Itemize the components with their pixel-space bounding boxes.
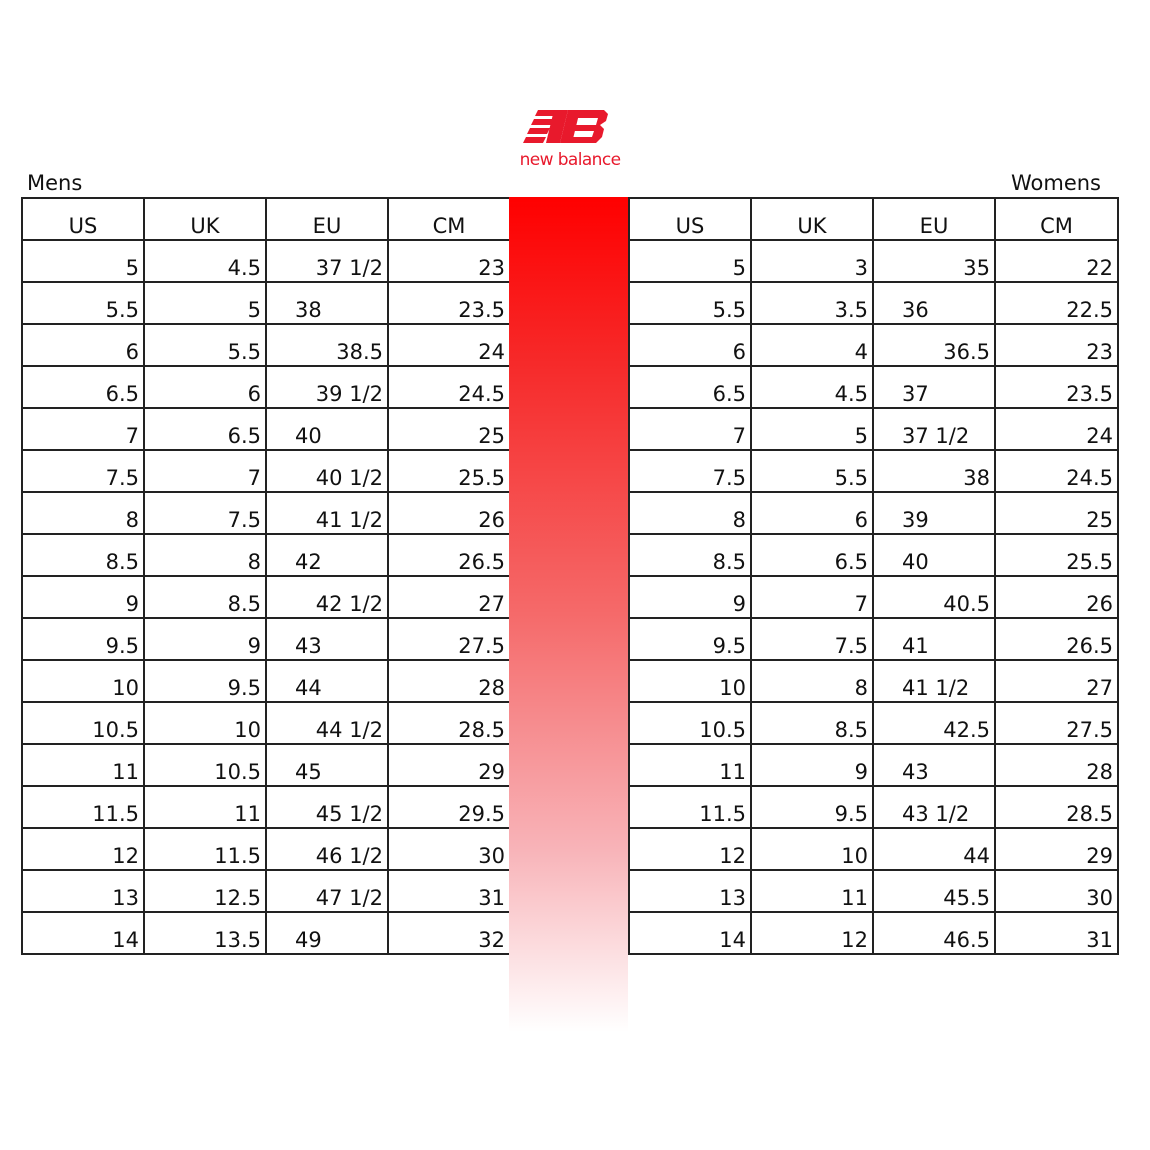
table-row — [629, 786, 1118, 828]
table-cell: 8.5 — [144, 576, 266, 618]
table-cell: 5 — [751, 408, 873, 450]
table-cell: 27 — [388, 576, 510, 618]
table-cell: 4 — [751, 324, 873, 366]
table-cell: 9.5 — [22, 618, 144, 660]
table-cell: 28 — [995, 744, 1118, 786]
gradient-divider — [509, 197, 628, 1032]
mens-size-table — [21, 197, 511, 955]
table-row — [22, 576, 510, 618]
table-cell: 24 — [995, 408, 1118, 450]
table-cell: 12 — [751, 912, 873, 954]
table-cell: 44 — [266, 660, 388, 702]
table-row — [22, 744, 510, 786]
table-cell: 38 — [266, 282, 388, 324]
table-cell: 6 — [22, 324, 144, 366]
table-cell: 23.5 — [995, 366, 1118, 408]
table-cell: 9.5 — [629, 618, 751, 660]
table-cell: 11.5 — [629, 786, 751, 828]
table-cell: 45.5 — [873, 870, 995, 912]
column-header: UK — [751, 198, 873, 240]
table-row — [22, 618, 510, 660]
table-cell: 8.5 — [22, 534, 144, 576]
table-cell: 6.5 — [629, 366, 751, 408]
table-cell: 45 1/2 — [266, 786, 388, 828]
table-cell: 14 — [629, 912, 751, 954]
table-row — [629, 534, 1118, 576]
table-cell: 39 — [873, 492, 995, 534]
table-row — [629, 702, 1118, 744]
table-row — [22, 660, 510, 702]
table-cell: 29.5 — [388, 786, 510, 828]
column-header: US — [629, 198, 751, 240]
table-row — [629, 744, 1118, 786]
table-cell: 28 — [388, 660, 510, 702]
table-row — [629, 408, 1118, 450]
table-cell: 24.5 — [995, 450, 1118, 492]
table-row — [629, 660, 1118, 702]
table-cell: 5.5 — [629, 282, 751, 324]
table-cell: 24 — [388, 324, 510, 366]
table-cell: 31 — [388, 870, 510, 912]
table-cell: 12.5 — [144, 870, 266, 912]
table-cell: 26 — [388, 492, 510, 534]
table-row — [629, 576, 1118, 618]
table-cell: 38 — [873, 450, 995, 492]
table-cell: 40 — [873, 534, 995, 576]
table-cell: 7.5 — [751, 618, 873, 660]
table-cell: 46 1/2 — [266, 828, 388, 870]
table-cell: 9 — [22, 576, 144, 618]
table-cell: 26 — [995, 576, 1118, 618]
table-cell: 8.5 — [629, 534, 751, 576]
table-cell: 39 1/2 — [266, 366, 388, 408]
table-cell: 6.5 — [751, 534, 873, 576]
table-cell: 42 — [266, 534, 388, 576]
table-cell: 31 — [995, 912, 1118, 954]
table-cell: 8 — [751, 660, 873, 702]
table-cell: 12 — [629, 828, 751, 870]
table-cell: 28.5 — [388, 702, 510, 744]
table-row — [629, 282, 1118, 324]
table-cell: 25.5 — [388, 450, 510, 492]
table-cell: 29 — [388, 744, 510, 786]
womens-label: Womens — [1010, 171, 1101, 195]
table-cell: 22.5 — [995, 282, 1118, 324]
table-cell: 36 — [873, 282, 995, 324]
column-header: EU — [873, 198, 995, 240]
table-cell: 27.5 — [388, 618, 510, 660]
table-row — [629, 870, 1118, 912]
table-cell: 40 1/2 — [266, 450, 388, 492]
table-cell: 11.5 — [144, 828, 266, 870]
table-cell: 3.5 — [751, 282, 873, 324]
table-cell: 14 — [22, 912, 144, 954]
table-cell: 37 1/2 — [873, 408, 995, 450]
table-cell: 6.5 — [144, 408, 266, 450]
table-cell: 40 — [266, 408, 388, 450]
table-cell: 27 — [995, 660, 1118, 702]
table-cell: 8 — [22, 492, 144, 534]
table-cell: 46.5 — [873, 912, 995, 954]
table-cell: 9 — [144, 618, 266, 660]
table-cell: 5 — [144, 282, 266, 324]
table-row — [629, 828, 1118, 870]
table-cell: 37 1/2 — [266, 240, 388, 282]
table-cell: 6 — [144, 366, 266, 408]
table-row — [629, 492, 1118, 534]
table-cell: 37 — [873, 366, 995, 408]
table-cell: 40.5 — [873, 576, 995, 618]
table-cell: 23 — [388, 240, 510, 282]
table-cell: 27.5 — [995, 702, 1118, 744]
table-cell: 10.5 — [22, 702, 144, 744]
table-row — [22, 408, 510, 450]
table-cell: 8 — [144, 534, 266, 576]
table-row — [22, 450, 510, 492]
womens-size-table — [628, 197, 1119, 955]
table-cell: 7 — [22, 408, 144, 450]
table-cell: 25 — [995, 492, 1118, 534]
table-row — [629, 618, 1118, 660]
table-cell: 13 — [629, 870, 751, 912]
table-cell: 7 — [629, 408, 751, 450]
table-cell: 11 — [144, 786, 266, 828]
table-cell: 7.5 — [629, 450, 751, 492]
table-cell: 11 — [751, 870, 873, 912]
table-cell: 7.5 — [22, 450, 144, 492]
table-cell: 23 — [995, 324, 1118, 366]
table-row — [22, 366, 510, 408]
table-cell: 29 — [995, 828, 1118, 870]
table-cell: 10.5 — [144, 744, 266, 786]
table-row — [629, 324, 1118, 366]
table-row — [22, 240, 510, 282]
table-cell: 43 — [266, 618, 388, 660]
table-cell: 38.5 — [266, 324, 388, 366]
table-cell: 9.5 — [144, 660, 266, 702]
table-cell: 47 1/2 — [266, 870, 388, 912]
table-cell: 7 — [751, 576, 873, 618]
table-cell: 10 — [22, 660, 144, 702]
table-row — [22, 324, 510, 366]
table-cell: 30 — [388, 828, 510, 870]
table-cell: 32 — [388, 912, 510, 954]
table-cell: 35 — [873, 240, 995, 282]
table-cell: 24.5 — [388, 366, 510, 408]
brand-wordmark: new balance — [519, 150, 621, 170]
table-cell: 5 — [629, 240, 751, 282]
table-cell: 10.5 — [629, 702, 751, 744]
table-cell: 45 — [266, 744, 388, 786]
table-cell: 9.5 — [751, 786, 873, 828]
mens-label: Mens — [27, 171, 83, 195]
table-row — [629, 450, 1118, 492]
table-cell: 36.5 — [873, 324, 995, 366]
table-cell: 49 — [266, 912, 388, 954]
column-header: CM — [388, 198, 510, 240]
table-cell: 22 — [995, 240, 1118, 282]
table-cell: 13 — [22, 870, 144, 912]
table-cell: 4.5 — [751, 366, 873, 408]
table-cell: 9 — [751, 744, 873, 786]
column-header: US — [22, 198, 144, 240]
table-cell: 44 1/2 — [266, 702, 388, 744]
table-cell: 26.5 — [995, 618, 1118, 660]
table-row — [629, 366, 1118, 408]
table-cell: 4.5 — [144, 240, 266, 282]
table-cell: 30 — [995, 870, 1118, 912]
table-cell: 42.5 — [873, 702, 995, 744]
table-cell: 43 — [873, 744, 995, 786]
table-cell: 13.5 — [144, 912, 266, 954]
column-header: UK — [144, 198, 266, 240]
table-cell: 6.5 — [22, 366, 144, 408]
table-cell: 10 — [144, 702, 266, 744]
table-row — [22, 702, 510, 744]
table-cell: 5.5 — [751, 450, 873, 492]
table-row — [22, 870, 510, 912]
table-cell: 6 — [751, 492, 873, 534]
table-cell: 11.5 — [22, 786, 144, 828]
table-cell: 41 — [873, 618, 995, 660]
column-header: EU — [266, 198, 388, 240]
table-cell: 7 — [144, 450, 266, 492]
table-row — [629, 912, 1118, 954]
table-cell: 41 1/2 — [873, 660, 995, 702]
table-row — [22, 828, 510, 870]
table-cell: 26.5 — [388, 534, 510, 576]
header-row — [629, 198, 1118, 240]
table-cell: 7.5 — [144, 492, 266, 534]
table-cell: 10 — [751, 828, 873, 870]
table-cell: 41 1/2 — [266, 492, 388, 534]
table-cell: 5 — [22, 240, 144, 282]
table-row — [22, 492, 510, 534]
table-row — [22, 282, 510, 324]
table-row — [629, 240, 1118, 282]
table-cell: 25 — [388, 408, 510, 450]
table-cell: 5.5 — [144, 324, 266, 366]
table-row — [22, 786, 510, 828]
header-row — [22, 198, 510, 240]
table-cell: 9 — [629, 576, 751, 618]
table-row — [22, 534, 510, 576]
table-cell: 8 — [629, 492, 751, 534]
table-cell: 28.5 — [995, 786, 1118, 828]
table-row — [22, 912, 510, 954]
column-header: CM — [995, 198, 1118, 240]
table-cell: 44 — [873, 828, 995, 870]
table-cell: 42 1/2 — [266, 576, 388, 618]
table-cell: 25.5 — [995, 534, 1118, 576]
table-cell: 5.5 — [22, 282, 144, 324]
table-cell: 11 — [22, 744, 144, 786]
table-cell: 6 — [629, 324, 751, 366]
table-cell: 23.5 — [388, 282, 510, 324]
table-cell: 10 — [629, 660, 751, 702]
table-cell: 3 — [751, 240, 873, 282]
table-cell: 8.5 — [751, 702, 873, 744]
table-cell: 43 1/2 — [873, 786, 995, 828]
table-cell: 12 — [22, 828, 144, 870]
table-cell: 11 — [629, 744, 751, 786]
